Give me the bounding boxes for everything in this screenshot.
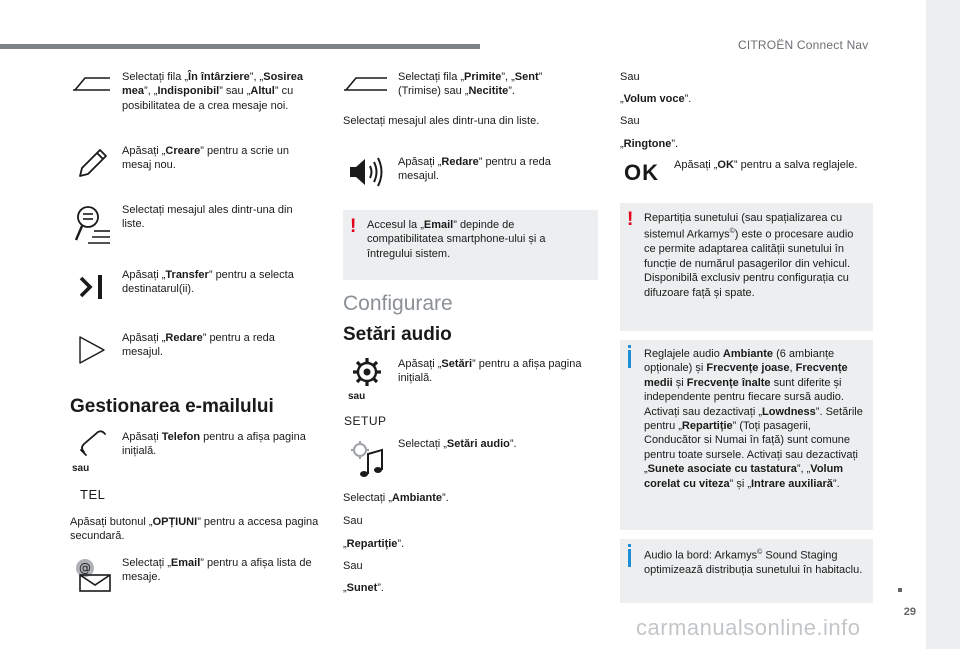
svg-text:@: @ bbox=[79, 561, 91, 575]
col3-ok-item: Apăsați „OK” pentru a salva reglajele. bbox=[674, 159, 858, 171]
col1-item1: Selectați fila „În întârziere”, „Sosirea mea”, „Indisponibil” sau „Altul” cu posibilitatea de a crea mesaje noi. bbox=[122, 71, 303, 112]
col2-select-msg: Selectați mesajul ales dintr-una din liste. bbox=[343, 115, 540, 127]
note-ambiante: Reglajele audio Ambiante (6 ambianțe opționale) și Frecvențe joase, Frecvențe medii și Frecvențe înalte sunt diferite și independente pentru fiecare sursă audio. Activați sau dezactivați „Lowdness”. Setările pentru „Repartiție” (Toți pasagerii, Conducător si Numai în față) sunt comune pentru toate sursele. Activați sau dezactivați „Sunete asociate cu tastatura”, „Volum corelat cu viteza” și „Intrare auxiliară”. bbox=[620, 340, 873, 530]
col3-ringtone: „Ringtone”. bbox=[620, 138, 679, 150]
tel-label: TEL bbox=[80, 487, 106, 502]
col2-or-3: Sau bbox=[343, 560, 363, 572]
warning-icon: ! bbox=[350, 216, 357, 237]
email-icon bbox=[72, 557, 112, 593]
section-title-email: Gestionarea e-mailului bbox=[70, 396, 274, 417]
col2-repartitie: „Repartiție”. bbox=[343, 538, 405, 550]
col1-email-item: Selectați „Email” pentru a afișa lista de mesaje. bbox=[122, 557, 312, 584]
info-icon bbox=[628, 549, 631, 567]
col3-or-1: Sau bbox=[620, 71, 640, 83]
page-number: 29 bbox=[903, 606, 916, 618]
note-email-compat: ! Accesul la „Email” depinde de compatibilitatea smartphone-ului și a întregului sistem. bbox=[343, 210, 598, 280]
chapter-title: Configurare bbox=[343, 292, 453, 315]
pencil-icon bbox=[76, 146, 110, 180]
col2-item1: Selectați fila „Primite”, „Sent” (Trimise) sau „Necitite”. bbox=[398, 71, 543, 98]
watermark: carmanualsonline.info bbox=[636, 615, 861, 640]
col2-settings-item: Apăsați „Setări” pentru a afișa pagina inițială. bbox=[398, 358, 582, 385]
col2-sunet: „Sunet”. bbox=[343, 582, 384, 594]
tab-icon bbox=[343, 74, 389, 94]
tab-icon bbox=[72, 74, 112, 94]
phone-icon bbox=[78, 428, 108, 458]
brand-name: CITROËN Connect Nav bbox=[738, 38, 869, 52]
info-icon bbox=[628, 350, 631, 368]
col2-audio-item: Selectați „Setări audio”. bbox=[398, 438, 517, 450]
speaker-icon bbox=[348, 156, 384, 188]
play-icon bbox=[76, 334, 108, 366]
ok-icon: OK bbox=[624, 160, 659, 185]
col1-options-text: Apăsați butonul „OPȚIUNI” pentru a accesa pagina secundară. bbox=[70, 516, 319, 543]
continue-mark bbox=[898, 588, 902, 592]
page-edge-strip bbox=[926, 0, 960, 649]
warning-icon: ! bbox=[627, 209, 634, 230]
transfer-icon bbox=[76, 272, 106, 302]
col1-item5: Apăsați „Redare” pentru a reda mesajul. bbox=[122, 332, 275, 359]
header-rule bbox=[0, 44, 480, 49]
gear-icon bbox=[352, 357, 382, 387]
col2-ambiante: Selectați „Ambiante”. bbox=[343, 492, 449, 504]
col1-phone-item: Apăsați Telefon pentru a afișa pagina inițială. bbox=[122, 431, 306, 458]
col3-volum: „Volum voce”. bbox=[620, 93, 692, 105]
col2-play-item: Apăsați „Redare” pentru a reda mesajul. bbox=[398, 156, 551, 183]
or-label: sau bbox=[348, 391, 366, 402]
col2-or-2: Sau bbox=[343, 515, 363, 527]
setup-label: SETUP bbox=[344, 414, 387, 428]
or-label: sau bbox=[72, 463, 90, 474]
section-title-audio: Setări audio bbox=[343, 324, 452, 345]
audio-settings-icon bbox=[350, 440, 386, 480]
col3-or-2: Sau bbox=[620, 115, 640, 127]
note-arkamys: ! Repartiția sunetului (sau spațializarea cu sistemul Arkamys©) este o procesare audio ce permite adaptarea calității sunetului în funcție de numărul pasagerilor din vehicul. Disponibilă exclusiv pentru configurația cu difuzoare față și spate. bbox=[620, 203, 873, 331]
col1-item3: Selectați mesajul ales dintr-una din liste. bbox=[122, 204, 293, 231]
message-list-icon bbox=[74, 204, 112, 246]
col1-item2: Apăsați „Creare” pentru a scrie un mesaj nou. bbox=[122, 145, 289, 172]
col1-item4: Apăsați „Transfer” pentru a selecta destinatarul(ii). bbox=[122, 269, 294, 296]
note-audio-board: Audio la bord: Arkamys© Sound Staging optimizează distribuția sunetului în habitaclu. bbox=[620, 539, 873, 603]
